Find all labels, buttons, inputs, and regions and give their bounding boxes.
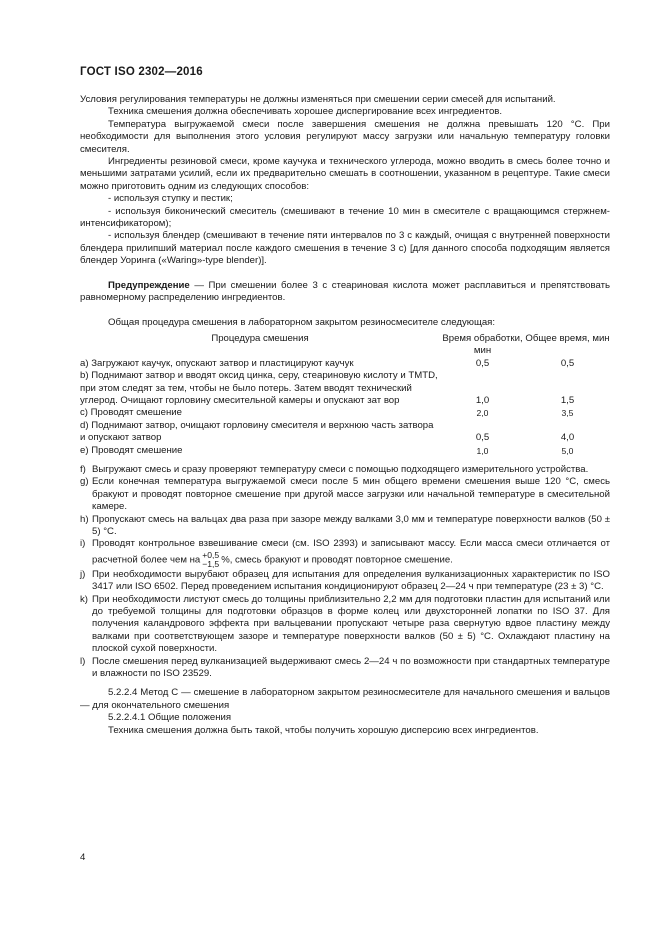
table-row (80, 407, 610, 419)
paragraph: Техника смешения должна обеспечивать хорошее диспергирование всех ингредиентов. (108, 106, 503, 118)
warning-label: Предупреждение (108, 279, 190, 291)
table-row (80, 358, 610, 370)
list-text: Выгружают смесь и сразу проверяют температуру смеси с помощью подходящего измерительного устройства. (92, 463, 589, 475)
procedure-step: e) Проводят смешение (80, 444, 183, 456)
tolerance-fraction (202, 551, 219, 569)
list-text (92, 538, 610, 568)
paragraph: Условия регулирования температуры не должны изменяться при смешении серии смесей для испытаний. (80, 94, 556, 105)
warning-text: — При смешении более 3 с стеариновая кислота может расплавиться и препятствовать равномерному распределению ингредиентов. (80, 279, 610, 304)
page-number: 4 (80, 852, 86, 863)
step-time: 0,5 (475, 432, 490, 444)
procedure-step: d) Поднимают затвор, очищают горловину смесителя и верхнюю часть затвора и опускают затвор (80, 419, 434, 444)
step-time: 0,5 (475, 357, 490, 369)
bullet-item: - используя блендер (смешивают в течение пяти интервалов по 3 с каждый, очищая с внутренней поверхности блендера прилипший материал после каждого смешения в течение 3 с) [для данного способа подходящим является блендер Уоринга («Waring»-type blender)]. (80, 230, 610, 267)
step-time: 2,0 (476, 408, 489, 419)
list-text-part: Проводят контрольное взвешивание смеси (см. ISO 2393) и записывают массу. Если масса смеси отличается от расчетной более чем на (92, 538, 610, 566)
list-text-part: %, смесь бракуют и проводят повторное смешение. (221, 554, 453, 566)
list-item-k (80, 594, 610, 656)
list-item-f (80, 464, 610, 476)
list-label: i) (80, 538, 86, 550)
column-header-procedure: Процедура смешения (211, 332, 309, 344)
document-header: ГОСТ ISO 2302—2016 (80, 66, 203, 78)
list-label: h) (80, 513, 89, 525)
list-item-j (80, 569, 610, 594)
procedure-table (80, 333, 610, 457)
total-time: 0,5 (560, 357, 575, 369)
table-row (80, 370, 610, 407)
paragraph: Ингредиенты резиновой смеси, кроме каучука и технического углерода, можно вводить в смесь более точно и меньшими затратами усилий, если их предварительно смешать в соотношении, указанном в рецептуре. Такие смеси можно приготовить одним из следующих способов: (80, 156, 610, 192)
total-time: 5,0 (561, 445, 574, 456)
bullet-item: - используя ступку и пестик; (108, 193, 233, 205)
list-item-g (80, 476, 610, 513)
list-text: Если конечная температура выгружаемой смеси после 5 мин общего времени смешения выше 120 °С, смесь бракуют и проводят повторное смешение при другой массе загрузки или начальной температуре в смесительной камере. (92, 476, 610, 513)
document-body (80, 94, 610, 737)
warning-note (80, 280, 610, 305)
table-row (80, 445, 610, 457)
procedure-step: a) Загружают каучук, опускают затвор и пластицируют каучук (80, 357, 354, 369)
tolerance-plus: +0,5 (202, 549, 220, 560)
list-item-i (80, 538, 610, 568)
list-label: k) (80, 593, 88, 605)
bullet-item: - используя биконический смеситель (смешивают в течение 10 мин в смесителе с вращающимся стержнем-интенсификатором); (80, 205, 610, 230)
step-time: 1,0 (475, 394, 490, 406)
list-label: l) (80, 655, 86, 667)
paragraph: Техника смешения должна быть такой, чтобы получить хорошую дисперсию всех ингредиентов. (108, 724, 539, 736)
table-header-row (80, 333, 610, 358)
procedure-step: c) Проводят смешение (80, 407, 182, 419)
list-text: При необходимости вырубают образец для испытания для определения вулканизационных характеристик по ISO 3417 или ISO 6502. Перед проведением испытания кондиционируют образец 2—24 ч при температуре (23 ± 3) °С. (92, 568, 610, 593)
list-label: g) (80, 476, 89, 488)
total-time: 4,0 (560, 432, 575, 444)
column-header-total: Общее время, мин (525, 332, 610, 344)
list-item-h (80, 514, 610, 539)
column-header-time: Время обработки, мин (442, 332, 523, 357)
section-heading: 5.2.2.4 Метод С — смешение в лабораторном закрытом резиносмесителе для начального смешения и вальцов — для окончательного смешения (80, 687, 610, 711)
total-time: 1,5 (560, 394, 575, 406)
list-label: f) (80, 463, 86, 475)
list-text: Пропускают смесь на вальцах два раза при зазоре между валками 3,0 мм и температуре поверхности валков (50 ± 5) °С. (92, 513, 610, 537)
list-item-l (80, 656, 610, 681)
procedure-step: b) Поднимают затвор и вводят оксид цинка, серу, стеариновую кислоту и TMTD, при этом следят за тем, чтобы не было потерь. Затем вводят технический углерод. Очищают горловину смесительной камеры и опускают зат вор (80, 370, 438, 406)
paragraph: Температура выгружаемой смеси после завершения смешения не должна превышать 120 °С. При необходимости для выполнения этого условия регулируют массу загрузки или начальную температуру головки смесителя. (80, 118, 610, 155)
list-text: После смешения перед вулканизацией выдерживают смесь 2—24 ч по возможности при стандартных температуре и влажности по ISO 23529. (92, 655, 610, 680)
subsection-heading: 5.2.2.4.1 Общие положения (108, 712, 232, 724)
table-row (80, 420, 610, 445)
procedure-intro: Общая процедура смешения в лабораторном закрытом резиносмесителе следующая: (108, 316, 496, 328)
total-time: 3,5 (561, 408, 574, 419)
list-text: При необходимости листуют смесь до толщины приблизительно 2,2 мм для подготовки пластин для испытаний или до требуемой толщины для подготовки образцов в форме колец или двухсторонней лопатки по ISO 37. Для получения каландрового эффекта при вальцевании пропускают четыре раза свернутую вдвое пластину между валками при соответствующем зазоре и температуре поверхности валков (50 ± 5) °С. Охлаждают пластину на плоской сухой поверхности. (92, 593, 610, 655)
list-label: j) (80, 568, 86, 580)
step-time: 1,0 (476, 445, 489, 456)
tolerance-minus: −1,5 (202, 558, 220, 569)
